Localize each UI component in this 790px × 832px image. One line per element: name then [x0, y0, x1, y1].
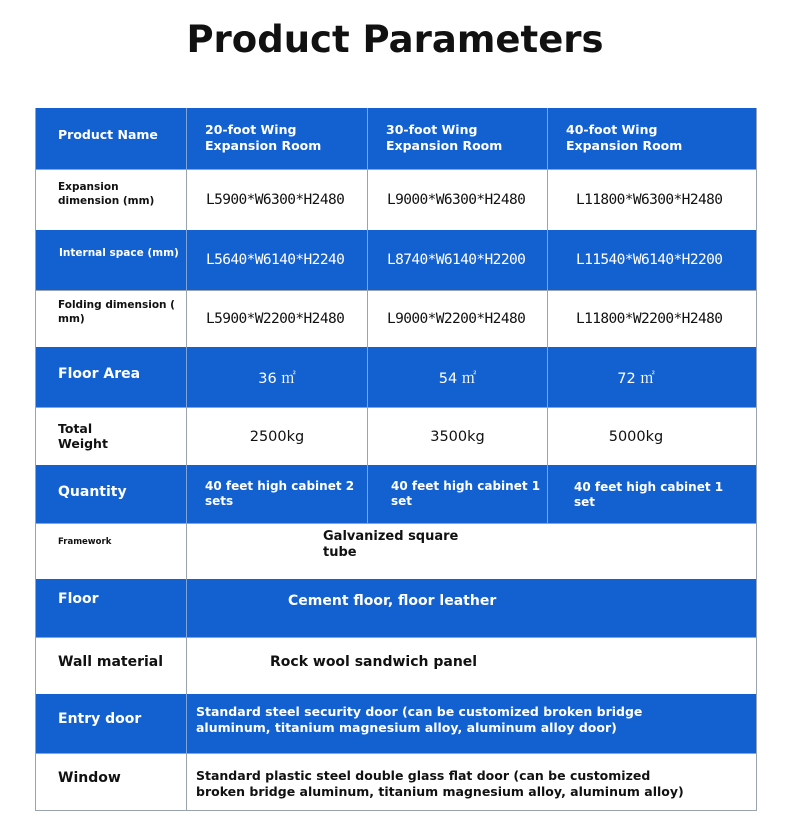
internal-value-30ft: L8740*W6140*H2200 — [387, 252, 526, 268]
table-row-window — [36, 753, 756, 810]
floor-area-value-20ft: 36 ㎡ — [258, 370, 296, 387]
table-row-expansion — [36, 169, 756, 230]
floor-area-value-40ft: 72 ㎡ — [617, 370, 655, 387]
wall-value: Rock wool sandwich panel — [270, 654, 478, 670]
header-cell-40ft — [547, 108, 756, 169]
framework-label: Framework — [58, 537, 112, 547]
header-40ft-line1: 40-foot Wing — [566, 122, 658, 137]
quantity-value-30ft-line1: 40 feet high cabinet 1 — [391, 479, 541, 493]
table-row-quantity — [36, 465, 756, 523]
folding-label-line1: Folding dimension ( — [58, 299, 175, 311]
quantity-value-20ft-line1: 40 feet high cabinet 2 — [205, 479, 355, 493]
folding-value-40ft: L11800*W2200*H2480 — [576, 311, 723, 327]
folding-value-20ft: L5900*W2200*H2480 — [206, 311, 345, 327]
internal-value-40ft: L11540*W6140*H2200 — [576, 252, 723, 268]
framework-value-line1: Galvanized square — [323, 529, 459, 544]
table-row-framework — [36, 523, 756, 579]
header-40ft-line2: Expansion Room — [566, 138, 683, 153]
quantity-value-20ft-line2: sets — [205, 494, 234, 508]
table-row-internal — [36, 230, 756, 290]
internal-value-20ft: L5640*W6140*H2240 — [206, 252, 345, 268]
window-value-line1: Standard plastic steel double glass flat door (can be customized — [196, 768, 651, 783]
table-row-total-weight — [36, 407, 756, 465]
expansion-value-30ft: L9000*W6300*H2480 — [387, 192, 526, 208]
framework-value-line2: tube — [323, 545, 357, 560]
header-30ft-line2: Expansion Room — [386, 138, 503, 153]
expansion-value-40ft: L11800*W6300*H2480 — [576, 192, 723, 208]
expansion-label-line1: Expansion — [58, 181, 119, 193]
window-label: Window — [58, 770, 121, 786]
total-weight-label-line2: Weight — [58, 436, 108, 451]
parameters-table — [35, 108, 757, 811]
header-20ft-line2: Expansion Room — [205, 138, 322, 153]
table-row-floor-area — [36, 347, 756, 407]
header-cell-product-name — [36, 108, 186, 169]
total-weight-value-30ft: 3500kg — [430, 428, 485, 445]
floor-area-label: Floor Area — [58, 366, 141, 382]
floor-label: Floor — [58, 591, 99, 607]
page-title: Product Parameters — [186, 18, 604, 61]
quantity-value-40ft-line2: set — [574, 495, 596, 509]
header-30ft-line1: 30-foot Wing — [386, 122, 478, 137]
entry-door-label: Entry door — [58, 711, 142, 727]
total-weight-value-40ft: 5000kg — [608, 428, 664, 445]
table-row-wall — [36, 637, 756, 694]
header-cell-20ft — [186, 108, 367, 169]
floor-value: Cement floor, floor leather — [288, 593, 497, 609]
quantity-label: Quantity — [58, 484, 127, 500]
row-label-cell — [36, 170, 186, 230]
folding-label-line2: mm) — [58, 313, 85, 325]
header-20ft-line1: 20-foot Wing — [205, 122, 297, 137]
expansion-label-line2: dimension (mm) — [58, 195, 155, 207]
header-label-product-name: Product Name — [58, 127, 158, 142]
total-weight-value-20ft: 2500kg — [249, 428, 305, 445]
total-weight-label-line1: Total — [58, 421, 93, 436]
floor-area-value-30ft: 54 ㎡ — [438, 370, 477, 387]
expansion-value-20ft: L5900*W6300*H2480 — [206, 192, 345, 208]
table-header-row — [36, 108, 756, 169]
quantity-value-30ft-line2: set — [391, 494, 413, 508]
table-row-entry-door — [36, 694, 756, 753]
quantity-value-40ft-line1: 40 feet high cabinet 1 — [574, 480, 724, 494]
header-cell-30ft — [367, 108, 547, 169]
entry-door-value-line1: Standard steel security door (can be customized broken bridge — [196, 704, 643, 719]
window-value-line2: broken bridge aluminum, titanium magnesium alloy, aluminum alloy) — [196, 784, 684, 799]
entry-door-value-line2: aluminum, titanium magnesium alloy, aluminum alloy door) — [196, 720, 617, 735]
folding-value-30ft: L9000*W2200*H2480 — [387, 311, 526, 327]
internal-label: Internal space (mm) — [59, 247, 179, 259]
table-row-floor — [36, 579, 756, 637]
table-row-folding — [36, 290, 756, 347]
wall-label: Wall material — [58, 654, 164, 670]
